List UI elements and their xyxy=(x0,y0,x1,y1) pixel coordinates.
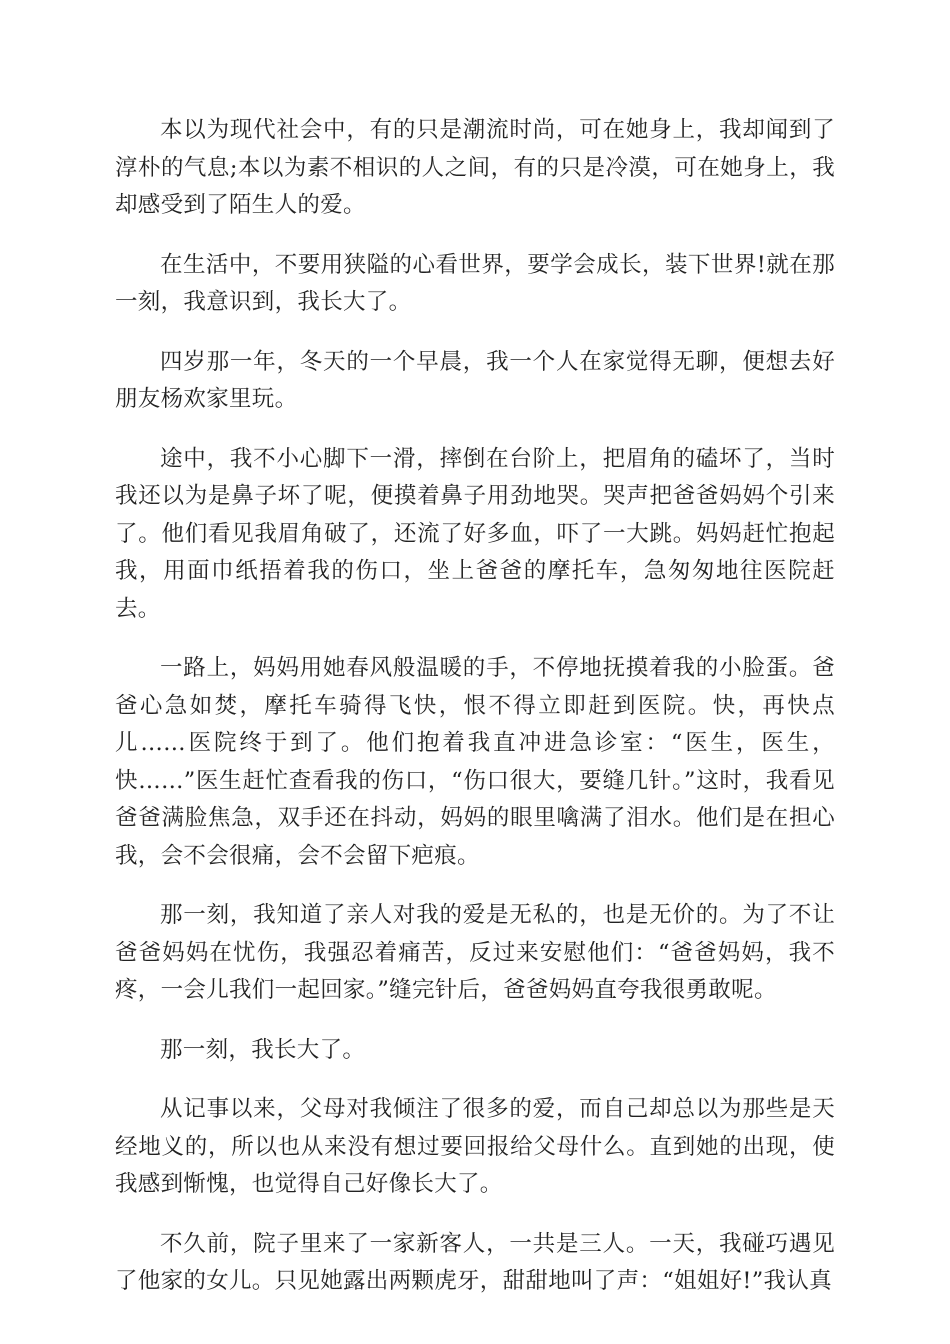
paragraph-5: 一路上，妈妈用她春风般温暖的手，不停地抚摸着我的小脸蛋。爸爸心急如焚，摩托车骑得飞快，恨不得立即赶到医院。快，再快点儿……医院终于到了。他们抱着我直冲进急诊室：“医生，医生，快……”医生赶忙查看我的伤口，“伤口很大，要缝几针。”这时，我看见爸爸满脸焦急，双手还在抖动，妈妈的眼里噙满了泪水。他们是在担心我，会不会很痛，会不会留下疤痕。 xyxy=(115,655,835,869)
paragraph-7: 那一刻，我长大了。 xyxy=(160,1036,366,1063)
paragraph-6: 那一刻，我知道了亲人对我的爱是无私的，也是无价的。为了不让爸爸妈妈在忧伤，我强忍着痛苦，反过来安慰他们：“爸爸妈妈，我不疼，一会儿我们一起回家。”缝完针后，爸爸妈妈直夸我很勇敢呢。 xyxy=(115,902,835,1003)
paragraph-8: 从记事以来，父母对我倾注了很多的爱，而自己却总以为那些是天经地义的，所以也从来没有想过要回报给父母什么。直到她的出现，使我感到惭愧，也觉得自己好像长大了。 xyxy=(115,1096,835,1197)
paragraph-2: 在生活中，不要用狭隘的心看世界，要学会成长，装下世界!就在那一刻，我意识到，我长大了。 xyxy=(115,251,835,315)
paragraph-1: 本以为现代社会中，有的只是潮流时尚，可在她身上，我却闻到了淳朴的气息;本以为素不相识的人之间，有的只是冷漠，可在她身上，我却感受到了陌生人的爱。 xyxy=(115,117,835,218)
paragraph-9: 不久前，院子里来了一家新客人，一共是三人。一天，我碰巧遇见了他家的女儿。只见她露出两颗虎牙，甜甜地叫了声：“姐姐好!”我认真 xyxy=(115,1230,835,1294)
document-body xyxy=(115,112,835,1323)
paragraph-4: 途中，我不小心脚下一滑，摔倒在台阶上，把眉角的磕坏了，当时我还以为是鼻子坏了呢，便摸着鼻子用劲地哭。哭声把爸爸妈妈个引来了。他们看见我眉角破了，还流了好多血，吓了一大跳。妈妈赶忙抱起我，用面巾纸捂着我的伤口，坐上爸爸的摩托车，急匆匆地往医院赶去。 xyxy=(115,445,835,622)
paragraph-3: 四岁那一年，冬天的一个早晨，我一个人在家觉得无聊，便想去好朋友杨欢家里玩。 xyxy=(115,348,835,412)
